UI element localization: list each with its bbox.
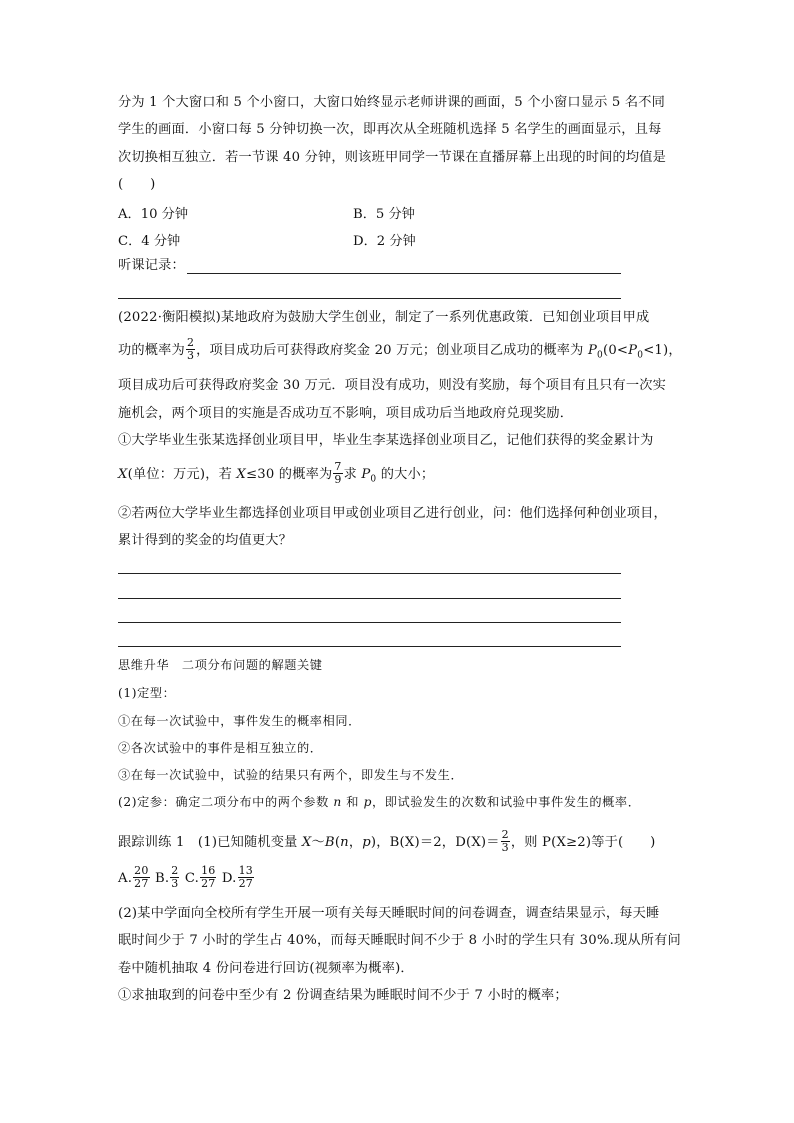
q2-source: (2022·衡阳模拟) (118, 310, 221, 325)
denominator: 3 (501, 841, 509, 854)
subscript: 0 (370, 474, 377, 485)
denominator: 9 (334, 473, 342, 486)
thinking-condition-3: ③在每一次试验中，试验的结果只有两个，即发生与不发生． (118, 768, 464, 782)
var-n: n (340, 835, 349, 850)
fraction-2-3 (170, 865, 179, 890)
option-b: B. (154, 871, 170, 886)
q2-line-2 (118, 336, 682, 371)
thinking-title: 思维升华 二项分布问题的解题关键 (118, 658, 323, 672)
answer-rule-4 (118, 646, 621, 647)
thinking-point-2 (118, 793, 641, 811)
numerator: 2 (186, 336, 195, 349)
practice-q2-line-1: (2)某中学面向全校所有学生开展一项有关每天睡眠时间的问卷调查，调查结果显示，每天睡 (118, 906, 660, 921)
var-p: p (363, 795, 372, 809)
numerator: 13 (238, 864, 253, 877)
practice-options (118, 864, 255, 894)
q2-line-1 (118, 309, 649, 327)
answer-rule-2 (118, 598, 621, 599)
prev-question-line-2: 学生的画面．小窗口每 5 分钟切换一次，即再次从全班随机选择 5 名学生的画面显示，且每 (118, 122, 662, 137)
var-n: n (333, 795, 342, 809)
practice-text: ， (348, 835, 363, 850)
thinking-text: (2)定参：确定二项分布中的两个参数 (118, 795, 334, 809)
option-a: A．10 分钟 (118, 207, 189, 222)
fraction-7-9 (333, 461, 342, 486)
q2-text: ，项目成功后可获得政府奖金 20 万元；创业项目乙成功的概率为 (196, 343, 588, 358)
practice-text: )， (370, 835, 390, 850)
var-p: p (362, 835, 371, 850)
notes-rule-2 (118, 298, 621, 299)
numerator: 7 (334, 460, 342, 473)
subscript: 0 (597, 350, 603, 361)
subquestion-2-line-2: 累计得到的奖金的均值更大？ (118, 533, 293, 548)
practice-text: ( (334, 835, 341, 850)
var-x: X (301, 835, 312, 850)
var-x: X (236, 467, 246, 482)
notes-rule-1 (187, 273, 621, 274)
practice-text: ～ (311, 835, 325, 850)
var-p: P (361, 467, 371, 482)
answer-paren: ( ) (118, 177, 156, 192)
q2-text: 的大小； (376, 467, 435, 482)
q2-text: 某地政府为鼓励大学生创业，制定了一系列优惠政策．已知创业项目甲成 (221, 310, 650, 325)
denominator: 3 (171, 877, 179, 890)
thinking-condition-1: ①在每一次试验中，事件发生的概率相同． (118, 714, 361, 728)
numerator: 20 (134, 864, 149, 877)
practice-text: ，则 P(X≥2)等于( ) (510, 835, 656, 850)
q2-text: (0< (602, 343, 629, 358)
practice-text: D(X)＝ (455, 835, 500, 850)
practice-q2-line-3: 卷中随机抽取 4 份问卷进行回访(视频率为概率)． (118, 961, 414, 976)
thinking-text: ，即试验发生的次数和试验中事件发生的概率． (371, 795, 641, 809)
notes-label: 听课记录： (118, 258, 185, 273)
practice-text: B(X)＝2， (389, 835, 456, 850)
denominator: 27 (238, 877, 253, 890)
fraction-2-3 (501, 829, 510, 854)
fraction-2-3 (186, 337, 195, 362)
q2-line-4: 施机会，两个项目的实施是否成功互不影响，项目成功后当地政府兑现奖励． (118, 406, 574, 421)
denominator: 3 (186, 349, 195, 362)
subquestion-2-line-1: ②若两位大学毕业生都选择创业项目甲或创业项目乙进行创业，问：他们选择何种创业项目， (118, 506, 667, 521)
option-c: C. (184, 871, 200, 886)
denominator: 27 (201, 877, 216, 890)
practice-q2-line-4: ①求抽取到的问卷中至少有 2 份调查结果为睡眠时间不少于 7 小时的概率； (118, 988, 568, 1003)
numerator: 16 (201, 864, 216, 877)
q2-text: <1)， (643, 343, 682, 358)
prev-question-line-3: 次切换相互独立．若一节课 40 分钟，则该班甲同学一节课在直播屏幕上出现的时间的均值是 (118, 150, 667, 165)
subquestion-1-line-1: ①大学毕业生张某选择创业项目甲，毕业生李某选择创业项目乙，记他们获得的奖金累计为 (118, 433, 654, 448)
option-a: A. (118, 871, 133, 886)
var-p: P (628, 343, 638, 358)
answer-rule-1 (118, 573, 621, 574)
subscript: 0 (637, 350, 644, 361)
practice-q2-line-2: 眠时间少于 7 小时的学生占 40%，而每天睡眠时间不少于 8 小时的学生只有 30%.现从所有问 (118, 933, 681, 948)
denominator: 27 (134, 877, 149, 890)
option-c: C．4 分钟 (118, 234, 181, 249)
option-d: D. (221, 871, 237, 886)
thinking-condition-2: ②各次试验中的事件是相互独立的． (118, 741, 323, 755)
var-x: X (118, 467, 128, 482)
q2-line-3: 项目成功后可获得政府奖金 30 万元．项目没有成功，则没有奖励，每个项目有且只有一次实 (118, 378, 667, 393)
fraction-16-27 (200, 865, 216, 890)
q2-text: ≤30 的概率为 (245, 467, 333, 482)
practice-text: 跟踪训练 1 (1)已知随机变量 (118, 835, 302, 850)
thinking-point-1: (1)定型： (118, 686, 176, 700)
fraction-13-27 (238, 865, 254, 890)
answer-rule-3 (118, 622, 621, 623)
fraction-20-27 (133, 865, 149, 890)
option-b: B．5 分钟 (353, 207, 415, 222)
thinking-text: 和 (341, 795, 364, 809)
practice-line-1 (118, 828, 655, 858)
prev-question-line-1: 分为 1 个大窗口和 5 个小窗口，大窗口始终显示老师讲课的画面，5 个小窗口显示 5 名不同 (118, 95, 666, 110)
var-p: P (587, 343, 598, 358)
subquestion-1-line-2 (118, 460, 434, 495)
numerator: 2 (501, 828, 509, 841)
numerator: 2 (171, 864, 179, 877)
option-d: D．2 分钟 (353, 234, 416, 249)
var-b: B (324, 835, 335, 850)
q2-text: 功的概率为 (118, 343, 185, 358)
q2-text: (单位：万元)，若 (127, 467, 237, 482)
q2-text: 求 (343, 467, 362, 482)
